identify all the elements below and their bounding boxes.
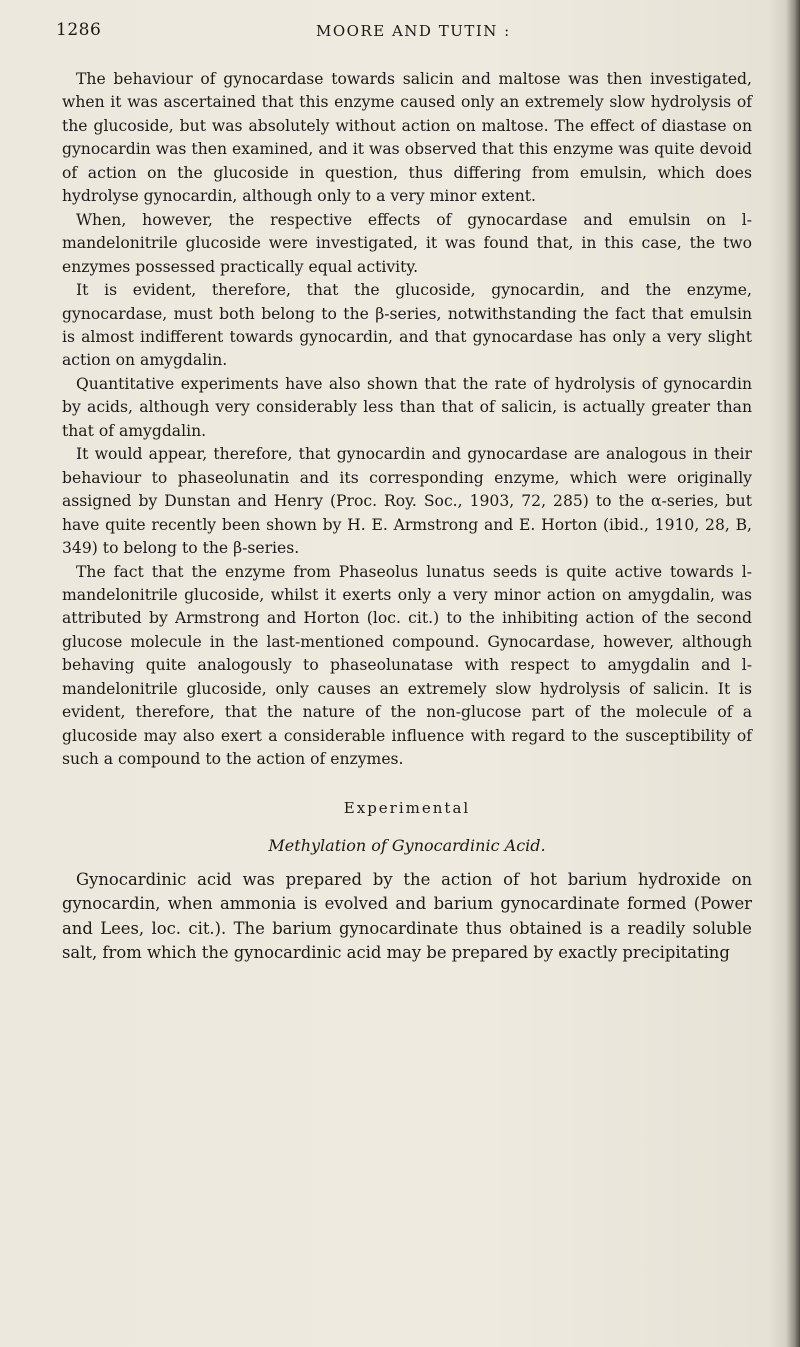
article-body (62, 68, 752, 966)
paragraph-1: The behaviour of gynocardase towards salicin and maltose was then investigated, when it was ascertained that this enzyme caused only an extremely slow hydrolysis of the glucoside, but was absolutely without action on maltose. The effect of diastase on gynocardin was then examined, and it was observed that this enzyme was quite devoid of action on the glucoside in question, thus differing from emulsin, which does hydrolyse gynocardin, although only to a very minor extent. (62, 70, 752, 206)
page-header (56, 20, 756, 50)
experimental-section (62, 868, 752, 966)
paragraph-3: It is evident, therefore, that the glucoside, gynocardin, and the enzyme, gynocardase, must both belong to the β-series, notwithstanding the fact that emulsin is almost indifferent towards gynocardin, and that gynocardase has only a very slight action on amygdalin. (62, 281, 752, 370)
subsection-heading: Methylation of Gynocardinic Acid. (268, 836, 546, 856)
page-number: 1286 (56, 20, 102, 40)
paragraph-4: Quantitative experiments have also shown that the rate of hydrolysis of gynocardin by acids, although very considerably less than that of salicin, is actually greater than that of amygdalin. (62, 374, 752, 440)
page-edge-shadow (786, 0, 800, 1347)
paragraph-6: The fact that the enzyme from Phaseolus lunatus seeds is quite active towards l-mandelonitrile glucoside, whilst it exerts only a very minor action on amygdalin, was attributed by Armstrong and Horton (loc. cit.) to the inhibiting action of the second glucose molecule in the last-mentioned compound. Gynocardase, however, although behaving quite analogously to phaseolunatase with respect to amygdalin and l-mandelonitrile glucoside, only causes an extremely slow hydrolysis of salicin. It is evident, therefore, that the nature of the non-glucose part of the molecule of a glucoside may also exert a considerable influence with regard to the susceptibility of such a compound to the action of enzymes. (62, 562, 752, 769)
paragraph-5: It would appear, therefore, that gynocardin and gynocardase are analogous in their behaviour to phaseolunatin and its corresponding enzyme, which were originally assigned by Dunstan and Henry (Proc. Roy. Soc., 1903, 72, 285) to the α-series, but have quite recently been shown by H. E. Armstrong and E. Horton (ibid., 1910, 28, B, 349) to belong to the β-series. (62, 445, 752, 558)
paragraph-2: When, however, the respective effects of gynocardase and emulsin on l-mandelonitrile glucoside were investigated, it was found that, in this case, the two enzymes possessed practically equal activity. (62, 210, 752, 276)
section-heading-experimental: Experimental (343, 798, 471, 817)
running-head: MOORE AND TUTIN : (316, 22, 511, 40)
paragraph-7: Gynocardinic acid was prepared by the action of hot barium hydroxide on gynocardin, when ammonia is evolved and barium gynocardinate formed (Power and Lees, loc. cit.). The barium gynocardinate thus obtained is a readily soluble salt, from which the gynocardinic acid may be prepared by exactly precipitating (62, 869, 752, 962)
